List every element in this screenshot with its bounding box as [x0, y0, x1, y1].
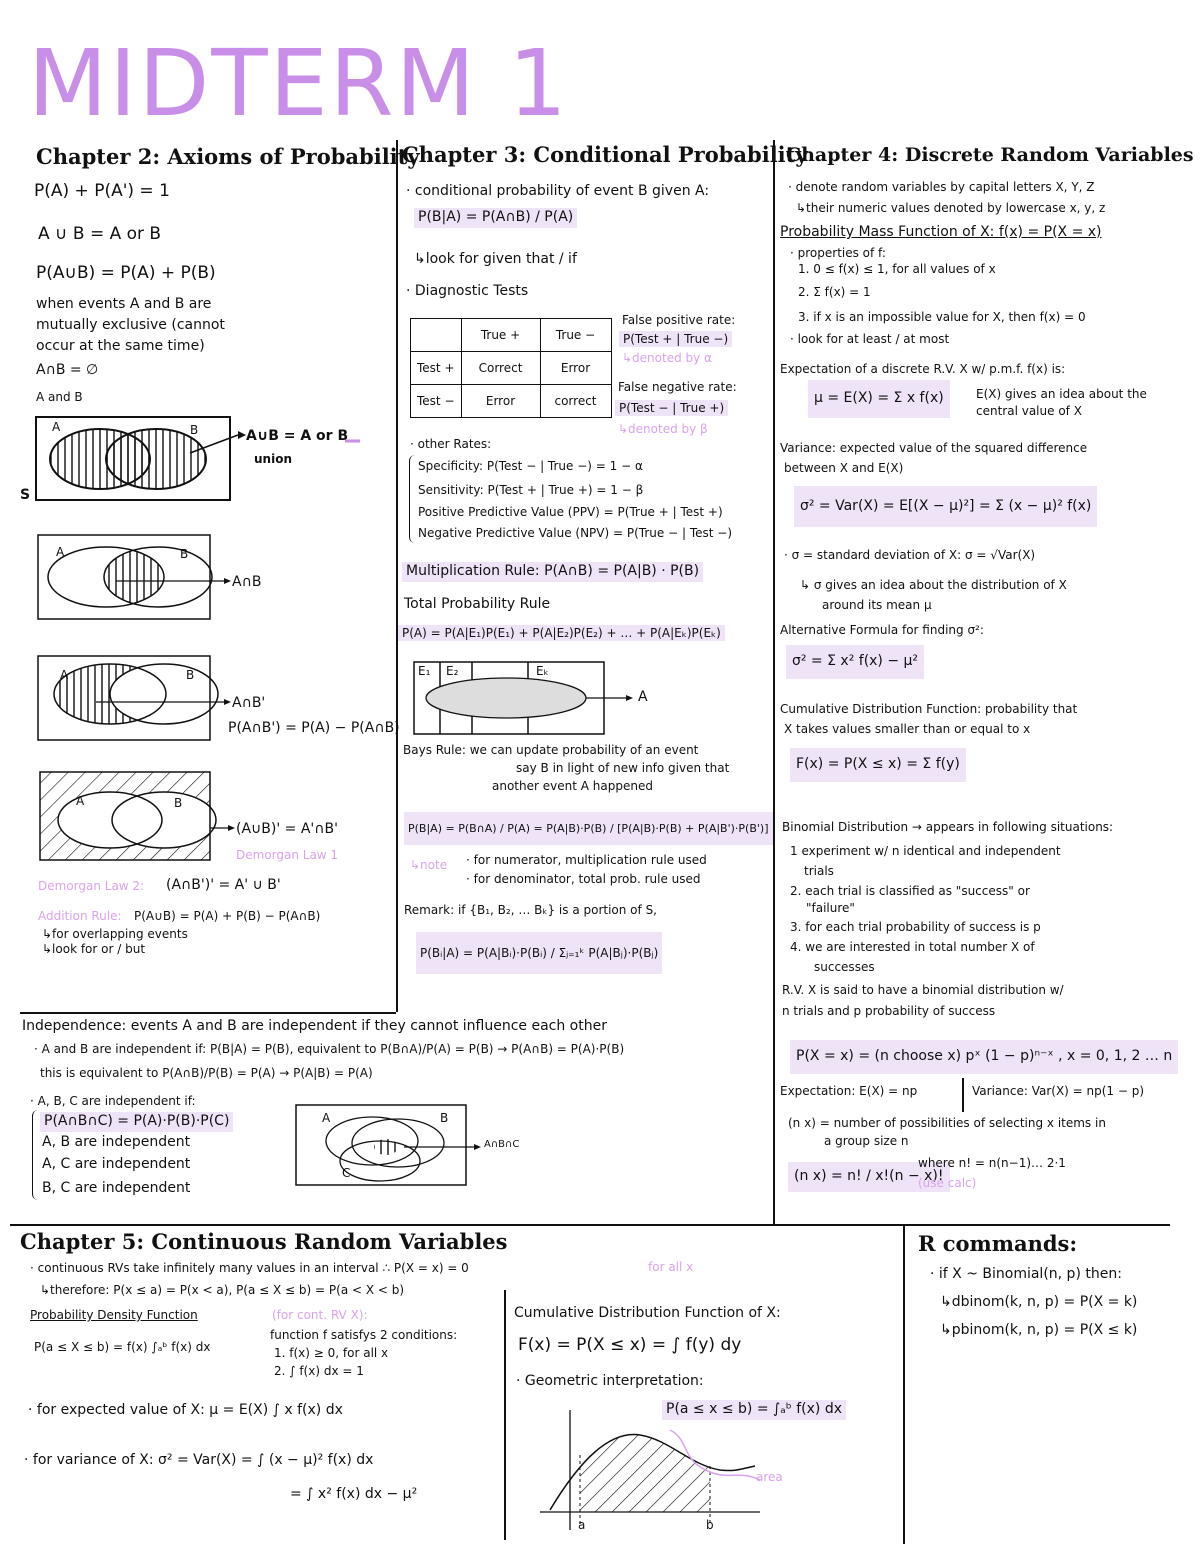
total-prob-formula: P(A) = P(A|E₁)P(E₁) + P(A|E₂)P(E₂) + … + P(A|Eₖ)P(Eₖ) — [398, 625, 725, 641]
addition-note-1: ↳for overlapping events — [42, 927, 188, 941]
variance-def-1: Variance: expected value of the squared difference — [780, 441, 1088, 455]
pmf-props: · properties of f: — [790, 246, 886, 260]
binomial-1: 1 experiment w/ n identical and independent — [790, 844, 1061, 858]
binomial-def: Binomial Distribution → appears in following situations: — [782, 820, 1114, 834]
binomial-4b: successes — [814, 960, 875, 974]
table-cell: Error — [540, 352, 611, 385]
ch4-heading: Chapter 4: Discrete Random Variables — [786, 144, 1194, 166]
divider-ch2-ch3 — [396, 140, 398, 1012]
remark: Remark: if {B₁, B₂, … Bₖ} is a portion of S, — [404, 903, 657, 917]
binomial-separator — [962, 1078, 964, 1112]
alt-formula-label: Alternative Formula for finding σ²: — [780, 623, 984, 637]
ch3-diagnostic: · Diagnostic Tests — [406, 283, 529, 299]
false-negative-formula: P(Test − | True +) — [615, 400, 728, 416]
venn-complement-A: A — [76, 794, 85, 808]
pdf-formula: P(a ≤ X ≤ b) = f(x) ∫ₐᵇ f(x) dx — [34, 1340, 211, 1354]
addition-note-2: ↳look for or / but — [42, 942, 146, 956]
std-dev-1: · σ = standard deviation of X: σ = √Var(X) — [784, 548, 1036, 562]
ch5-cdf-label: Cumulative Distribution Function of X: — [514, 1305, 781, 1321]
pdf-cond-1: 1. f(x) ≥ 0, for all x — [274, 1346, 389, 1360]
table-cell: Correct — [461, 352, 540, 385]
venn-intersection-label: A∩B — [232, 574, 262, 590]
partition-A: A — [638, 689, 648, 705]
ch4-denote-1: · denote random variables by capital letters X, Y, Z — [788, 180, 1095, 194]
cdf-formula: F(x) = P(X ≤ x) = Σ f(y) — [790, 748, 966, 782]
independence-4: · A, B, C are independent if: — [30, 1094, 196, 1108]
ch5-for-all: for all x — [648, 1260, 694, 1274]
independence-5: P(A∩B∩C) = P(A)·P(B)·P(C) — [40, 1112, 233, 1132]
sensitivity: Sensitivity: P(Test + | True +) = 1 − β — [418, 483, 644, 497]
alt-formula: σ² = Σ x² f(x) − μ² — [786, 645, 924, 679]
ch5-geometric: · Geometric interpretation: — [516, 1373, 704, 1389]
venn-union-A: A — [52, 420, 61, 434]
venn-union-sub: union — [254, 452, 292, 466]
venn-union-B: B — [190, 423, 199, 437]
look-for-atleast: · look for at least / at most — [790, 332, 950, 346]
variance-def-2: between X and E(X) — [784, 461, 904, 475]
pmf-prop-3: 3. if x is an impossible value for X, then f(x) = 0 — [798, 310, 1086, 324]
table-cell: Test + — [411, 352, 462, 385]
divider-lower — [10, 1224, 1170, 1226]
remark-formula: P(Bᵢ|A) = P(A|Bᵢ)·P(Bᵢ) / Σⱼ₌₁ᵏ P(A|Bⱼ)·P(Bⱼ) — [416, 932, 662, 974]
false-positive-note: ↳denoted by α — [622, 351, 712, 365]
cdf-def-1: Cumulative Distribution Function: probability that — [780, 702, 1078, 716]
table-cell — [411, 319, 462, 352]
ch5-expected: · for expected value of X: μ = E(X) ∫ x f(x) dx — [28, 1402, 343, 1418]
venn-three-B: B — [440, 1111, 449, 1125]
combination-def-2: a group size n — [824, 1134, 909, 1148]
ch2-line4b: mutually exclusive (cannot — [36, 317, 225, 333]
expectation-def: Expectation of a discrete R.V. X w/ p.m.f. f(x) is: — [780, 362, 1066, 376]
binomial-expectation: Expectation: E(X) = np — [780, 1084, 918, 1098]
pmf-text: Probability Mass Function of X: f(x) = P(X = x) — [780, 224, 1102, 240]
r-pbinom: ↳pbinom(k, n, p) = P(X ≤ k) — [940, 1322, 1138, 1338]
axis-b: b — [706, 1518, 714, 1532]
bayes-note-2: · for denominator, total prob. rule used — [466, 872, 701, 886]
multiplication-rule: Multiplication Rule: P(A∩B) = P(A|B) · P(B) — [402, 562, 703, 582]
ch5-geometric-formula: P(a ≤ x ≤ b) = ∫ₐᵇ f(x) dx — [662, 1400, 846, 1420]
bayes-rule-2: say B in light of new info given that — [516, 761, 730, 775]
pmf-prop-1: 1. 0 ≤ f(x) ≤ 1, for all values of x — [798, 262, 996, 276]
ch5-variance: · for variance of X: σ² = Var(X) = ∫ (x − μ)² f(x) dx — [24, 1452, 374, 1468]
false-positive-label: False positive rate: — [622, 313, 736, 327]
venn-three-label: A∩B∩C — [484, 1139, 520, 1150]
ch5-cdf-formula: F(x) = P(X ≤ x) = ∫ f(y) dy — [518, 1335, 742, 1355]
venn-difference-B: B — [186, 668, 195, 682]
ch3-cond-formula: P(B|A) = P(A∩B) / P(A) — [414, 208, 577, 228]
expectation-formula: μ = E(X) = Σ x f(x) — [808, 380, 950, 418]
false-negative-label: False negative rate: — [618, 380, 737, 394]
total-prob-rule: Total Probability Rule — [404, 596, 551, 612]
ch5-therefore: ↳therefore: P(x ≤ a) = P(x < a), P(a ≤ X ≤ b) = P(a < X < b) — [40, 1283, 405, 1297]
npv: Negative Predictive Value (NPV) = P(True − | Test −) — [418, 526, 732, 540]
page-title: MIDTERM 1 — [28, 30, 569, 137]
independence-def: Independence: events A and B are independent if they cannot influence each other — [22, 1018, 607, 1034]
use-calc-note: (use calc) — [918, 1176, 977, 1190]
std-dev-3: around its mean μ — [822, 598, 932, 612]
table-cell: True − — [540, 319, 611, 352]
independence-3: this is equivalent to P(A∩B)/P(B) = P(A) → P(A|B) = P(A) — [40, 1066, 373, 1080]
partition-E2: E₂ — [446, 664, 459, 678]
venn-difference-formula: P(A∩B') = P(A) − P(A∩B) — [228, 720, 400, 736]
binomial-formula: P(X = x) = (n choose x) pˣ (1 − p)ⁿ⁻ˣ , x = 0, 1, 2 … n — [790, 1040, 1178, 1074]
bayes-rule-1: Bays Rule: we can update probability of an event — [403, 743, 699, 757]
ppv: Positive Predictive Value (PPV) = P(True + | Test +) — [418, 505, 723, 519]
ch5-continuous: · continuous RVs take infinitely many values in an interval ∴ P(X = x) = 0 — [30, 1261, 469, 1275]
table-cell: correct — [540, 385, 611, 418]
ch2-line3: P(A∪B) = P(A) + P(B) — [36, 263, 216, 283]
binomial-4: 4. we are interested in total number X of — [790, 940, 1035, 954]
demorgan-law-2: (A∩B')' = A' ∪ B' — [166, 877, 281, 893]
expectation-note-1: E(X) gives an idea about the — [976, 387, 1147, 401]
r-dbinom: ↳dbinom(k, n, p) = P(X = k) — [940, 1294, 1138, 1310]
independence-brace — [32, 1110, 39, 1200]
venn-union-label: A∪B = A or B — [246, 428, 349, 444]
ch3-cond-def: · conditional probability of event B given A: — [406, 183, 710, 199]
independence-7: A, C are independent — [42, 1156, 191, 1172]
ch2-heading: Chapter 2: Axioms of Probability — [36, 144, 420, 169]
binomial-3: 3. for each trial probability of success is p — [790, 920, 1041, 934]
addition-rule-label: Addition Rule: — [38, 909, 122, 923]
divider-ch3-ch4 — [773, 140, 775, 1225]
bayes-rule-3: another event A happened — [492, 779, 653, 793]
independence-2: · A and B are independent if: P(B|A) = P(B), equivalent to P(B∩A)/P(A) = P(B) → P(A∩B) = P(A)·P(B) — [34, 1042, 625, 1056]
pmf-prop-2: 2. Σ f(x) = 1 — [798, 285, 871, 299]
other-rates: · other Rates: — [410, 437, 492, 451]
pmf-def — [780, 224, 1102, 242]
table-cell: Error — [461, 385, 540, 418]
r-heading: R commands: — [918, 1231, 1078, 1256]
ch2-line4a: when events A and B are — [36, 296, 212, 312]
venn-complement-B: B — [174, 796, 183, 810]
bayes-note-label: ↳note — [410, 858, 448, 872]
divider-ch5-cdf — [504, 1290, 506, 1540]
pdf-cond-2: 2. ∫ f(x) dx = 1 — [274, 1364, 364, 1378]
binomial-variance: Variance: Var(X) = np(1 − p) — [972, 1084, 1145, 1098]
venn-intersection-B: B — [180, 547, 189, 561]
ch3-heading: Chapter 3: Conditional Probability — [402, 142, 808, 167]
partition-E1: E₁ — [418, 664, 431, 678]
divider-ch5-r — [903, 1224, 905, 1544]
binomial-2: 2. each trial is classified as "success" or — [790, 884, 1030, 898]
pdf-label: Probability Density Function — [30, 1308, 198, 1322]
venn-difference-label: A∩B' — [232, 695, 266, 711]
binomial-1b: trials — [804, 864, 834, 878]
pdf-conditions: function f satisfys 2 conditions: — [270, 1328, 458, 1342]
table-cell: True + — [461, 319, 540, 352]
partition-Ek: Eₖ — [536, 664, 549, 678]
venn-intersection-A: A — [56, 545, 65, 559]
area-label: area — [756, 1470, 783, 1484]
specificity: Specificity: P(Test − | True −) = 1 − α — [418, 459, 643, 473]
rv-binomial-2: n trials and p probability of success — [782, 1004, 996, 1018]
ch4-denote-2: ↳their numeric values denoted by lowercase x, y, z — [796, 201, 1106, 215]
std-dev-2: ↳ σ gives an idea about the distribution of X — [800, 578, 1067, 592]
demorgan-law-1: Demorgan Law 1 — [236, 848, 339, 862]
venn-complement-label: (A∪B)' = A'∩B' — [236, 821, 338, 837]
diagnostic-table — [410, 318, 612, 418]
variance-formula: σ² = Var(X) = E[(X − μ)²] = Σ (x − μ)² f(x) — [794, 486, 1097, 527]
false-positive-formula: P(Test + | True −) — [619, 331, 732, 347]
density-plot — [520, 1400, 790, 1540]
table-cell: Test − — [411, 385, 462, 418]
independence-6: A, B are independent — [42, 1134, 191, 1150]
venn-three-A: A — [322, 1111, 331, 1125]
bayes-formula: P(B|A) = P(B∩A) / P(A) = P(A|B)·P(B) / [P(A|B)·P(B) + P(A|B')·P(B')] — [404, 812, 773, 845]
expectation-note-2: central value of X — [976, 404, 1082, 418]
demorgan-law-2-label: Demorgan Law 2: — [38, 879, 145, 893]
ch2-line5b: A and B — [36, 390, 83, 404]
factorial-note: where n! = n(n−1)… 2·1 — [918, 1156, 1066, 1170]
venn-union-S: S — [20, 487, 31, 503]
ch2-line4c: occur at the same time) — [36, 338, 205, 354]
combination-formula: (n x) = n! / x!(n − x)! — [788, 1162, 950, 1192]
ch2-line5: A∩B = ∅ — [36, 362, 99, 378]
ch5-heading: Chapter 5: Continuous Random Variables — [20, 1229, 508, 1254]
independence-8: B, C are independent — [42, 1180, 191, 1196]
binomial-2b: "failure" — [806, 901, 855, 915]
ch2-line1: P(A) + P(A') = 1 — [34, 181, 170, 201]
addition-rule: P(A∪B) = P(A) + P(B) − P(A∩B) — [134, 909, 321, 923]
ch5-variance-2: = ∫ x² f(x) dx − μ² — [290, 1486, 418, 1502]
false-negative-note: ↳denoted by β — [618, 422, 708, 436]
r-line-1: · if X ~ Binomial(n, p) then: — [930, 1266, 1122, 1282]
bayes-note-1: · for numerator, multiplication rule used — [466, 853, 707, 867]
ch3-look-for: ↳look for given that / if — [414, 251, 577, 267]
other-rates-brace — [409, 455, 416, 543]
combination-def-1: (n x) = number of possibilities of selecting x items in — [788, 1116, 1106, 1130]
divider-ch2-indep — [20, 1012, 396, 1014]
venn-difference-A: A — [60, 668, 69, 682]
axis-a: a — [578, 1518, 586, 1532]
ch2-line2: A ∪ B = A or B — [38, 224, 162, 244]
rv-binomial-1: R.V. X is said to have a binomial distribution w/ — [782, 983, 1064, 997]
venn-three-C: C — [342, 1166, 351, 1180]
pdf-note: (for cont. RV X): — [272, 1308, 368, 1322]
cdf-def-2: X takes values smaller than or equal to x — [784, 722, 1031, 736]
